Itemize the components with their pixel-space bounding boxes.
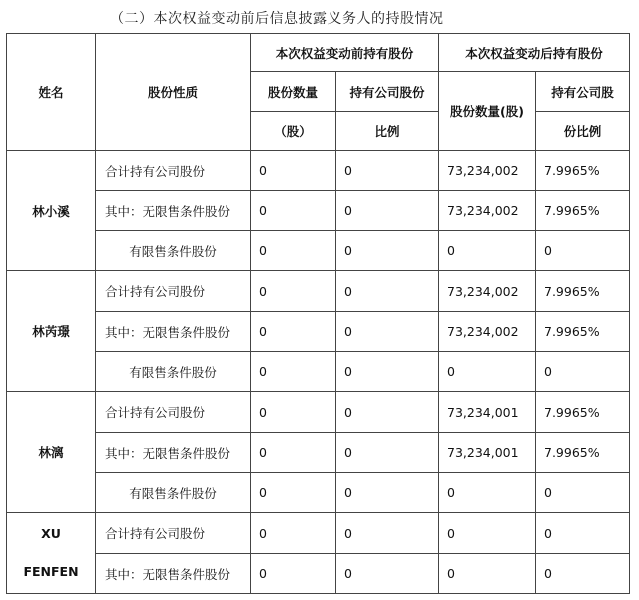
after-ratio: 0	[536, 513, 630, 554]
header-after-ratio	[536, 72, 630, 112]
before-qty: 0	[251, 312, 336, 352]
after-qty: 0	[439, 473, 536, 513]
person-name: 林小溪	[7, 151, 96, 271]
after-qty: 73,234,002	[439, 151, 536, 191]
share-nature: 其中：无限售条件股份	[96, 191, 251, 231]
after-qty: 73,234,002	[439, 191, 536, 231]
table-row	[7, 513, 630, 554]
header-nature: 股份性质	[96, 34, 251, 151]
share-nature: 合计持有公司股份	[96, 271, 251, 312]
after-ratio: 0	[536, 554, 630, 594]
before-qty: 0	[251, 191, 336, 231]
after-qty: 73,234,002	[439, 312, 536, 352]
table-row	[7, 231, 630, 271]
person-name: 林芮璟	[7, 271, 96, 392]
share-nature: 其中：无限售条件股份	[96, 554, 251, 594]
before-qty: 0	[251, 473, 336, 513]
after-ratio: 7.9965%	[536, 392, 630, 433]
before-ratio: 0	[336, 513, 439, 554]
header-before-qty-line1: 股份数量	[267, 84, 318, 100]
before-qty: 0	[251, 513, 336, 554]
share-nature: 有限售条件股份	[96, 231, 251, 271]
person-name	[7, 513, 96, 594]
after-qty: 73,234,001	[439, 433, 536, 473]
header-before-qty	[251, 72, 336, 112]
after-ratio: 7.9965%	[536, 191, 630, 231]
share-nature: 合计持有公司股份	[96, 513, 251, 554]
after-qty: 73,234,002	[439, 271, 536, 312]
before-qty: 0	[251, 352, 336, 392]
header-row-1	[7, 34, 630, 72]
table-row	[7, 433, 630, 473]
before-qty: 0	[251, 433, 336, 473]
header-after-group: 本次权益变动后持有股份	[439, 34, 630, 72]
table-row	[7, 554, 630, 594]
before-qty: 0	[251, 151, 336, 191]
header-after-ratio-unit: 份比例	[536, 112, 630, 151]
share-nature: 其中：无限售条件股份	[96, 433, 251, 473]
before-ratio: 0	[336, 433, 439, 473]
before-qty: 0	[251, 231, 336, 271]
share-nature: 有限售条件股份	[96, 352, 251, 392]
table-row	[7, 271, 630, 312]
before-ratio: 0	[336, 473, 439, 513]
header-name: 姓名	[7, 34, 96, 151]
header-before-ratio-line1: 持有公司股份	[349, 84, 425, 100]
after-qty: 0	[439, 554, 536, 594]
table-row	[7, 392, 630, 433]
header-after-ratio-line1: 持有公司股	[551, 84, 614, 100]
table-row	[7, 473, 630, 513]
share-nature: 合计持有公司股份	[96, 151, 251, 191]
header-before-ratio-unit: 比例	[336, 112, 439, 151]
share-nature: 有限售条件股份	[96, 473, 251, 513]
after-qty: 0	[439, 513, 536, 554]
person-name-line2: FENFEN	[23, 564, 79, 579]
person-name: 林漓	[7, 392, 96, 513]
table-caption: （二）本次权益变动前后信息披露义务人的持股情况	[110, 11, 444, 27]
before-ratio: 0	[336, 191, 439, 231]
table-row	[7, 352, 630, 392]
table-row	[7, 151, 630, 191]
header-after-qty: 股份数量(股)	[439, 72, 536, 151]
before-ratio: 0	[336, 151, 439, 191]
before-qty: 0	[251, 271, 336, 312]
after-ratio: 7.9965%	[536, 312, 630, 352]
after-ratio: 7.9965%	[536, 151, 630, 191]
before-qty: 0	[251, 392, 336, 433]
before-ratio: 0	[336, 231, 439, 271]
before-qty: 0	[251, 554, 336, 594]
person-name-line1: XU	[41, 526, 61, 541]
after-ratio: 0	[536, 231, 630, 271]
before-ratio: 0	[336, 554, 439, 594]
before-ratio: 0	[336, 271, 439, 312]
share-nature: 合计持有公司股份	[96, 392, 251, 433]
table-row	[7, 191, 630, 231]
shareholding-table	[6, 33, 630, 594]
table-row	[7, 312, 630, 352]
after-ratio: 0	[536, 352, 630, 392]
after-ratio: 7.9965%	[536, 433, 630, 473]
before-ratio: 0	[336, 392, 439, 433]
before-ratio: 0	[336, 352, 439, 392]
after-ratio: 7.9965%	[536, 271, 630, 312]
after-qty: 0	[439, 352, 536, 392]
share-nature: 其中：无限售条件股份	[96, 312, 251, 352]
after-qty: 73,234,001	[439, 392, 536, 433]
after-qty: 0	[439, 231, 536, 271]
after-ratio: 0	[536, 473, 630, 513]
header-before-ratio	[336, 72, 439, 112]
header-before-group: 本次权益变动前持有股份	[251, 34, 439, 72]
before-ratio: 0	[336, 312, 439, 352]
header-before-qty-unit: （股）	[251, 112, 336, 151]
